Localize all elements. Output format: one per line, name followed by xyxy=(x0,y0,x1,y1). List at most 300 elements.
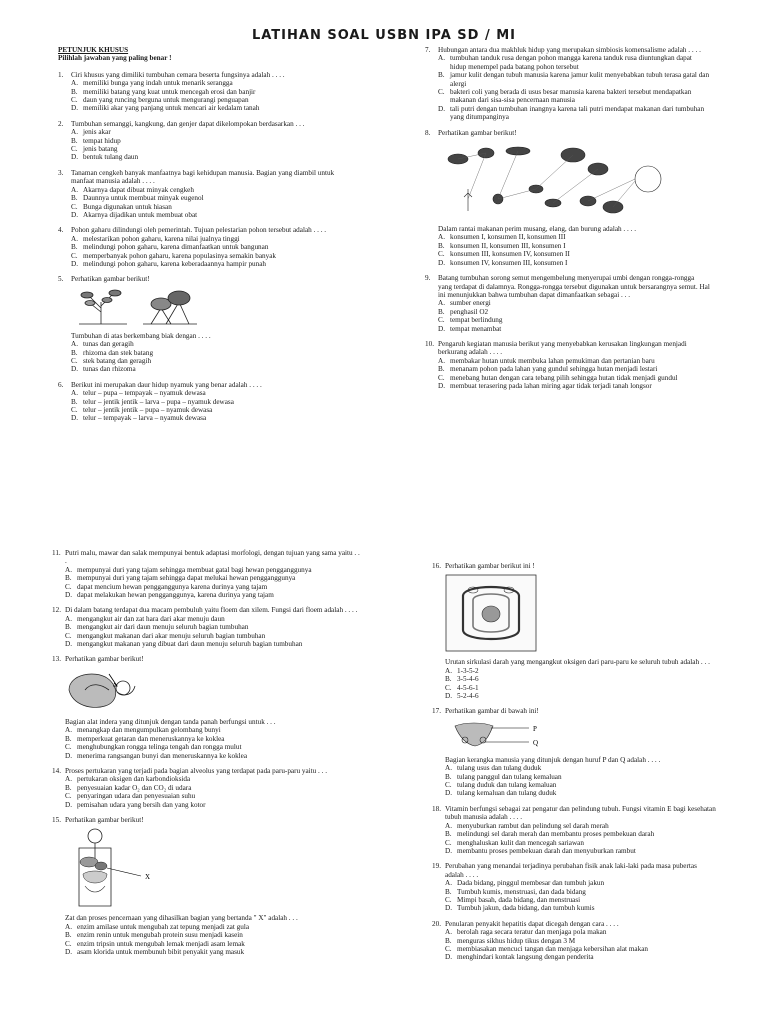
answer-option xyxy=(438,105,710,122)
option-text: sumber energi xyxy=(450,299,491,308)
option-letter: A. xyxy=(438,299,445,308)
answer-option xyxy=(65,583,362,591)
option-text: menangkap dan mengumpulkan gelombang bunyi xyxy=(77,726,221,735)
option-letter: C. xyxy=(438,373,445,382)
question-stem-row xyxy=(58,169,358,186)
option-letter: A. xyxy=(71,234,78,243)
question-stem-row xyxy=(58,275,358,283)
option-letter: D. xyxy=(438,258,445,267)
option-text: penghasil O2 xyxy=(450,307,489,316)
question-number: 20. xyxy=(432,919,441,928)
question-17 xyxy=(432,707,717,797)
question-stem-row xyxy=(52,816,362,824)
option-text: rhizoma dan stek batang xyxy=(83,348,154,357)
answer-option xyxy=(445,879,717,887)
question-number: 8. xyxy=(425,128,431,137)
svg-text:P: P xyxy=(533,724,537,733)
option-text: memperbanyak pohon gaharu, karena populasinya semakin banyak xyxy=(83,251,276,260)
option-letter: A. xyxy=(71,128,78,137)
question-number: 6. xyxy=(58,380,64,389)
option-letter: C. xyxy=(71,96,78,105)
option-text: menguras sikhus hidup tikus dengan 3 M xyxy=(457,936,576,945)
answer-option xyxy=(71,137,358,145)
option-letter: D. xyxy=(438,381,445,390)
question-stem-row xyxy=(432,562,717,570)
option-text: melindungi pohon gaharu, karena keberadaannya hampir punah xyxy=(83,259,267,268)
question-number: 19. xyxy=(432,862,441,871)
option-letter: C. xyxy=(438,250,445,259)
answer-option xyxy=(71,153,358,161)
option-text: konsumen III, konsumen IV, konsumen II xyxy=(450,250,570,259)
option-text: Tumbuh jakun, dada bidang, dan tumbuh kumis xyxy=(457,904,595,913)
question-number: 17. xyxy=(432,707,441,716)
option-letter: B. xyxy=(445,936,452,945)
answer-option xyxy=(445,789,717,797)
instructions-text: Pilihlah jawaban yang paling benar ! xyxy=(58,54,172,63)
answer-option xyxy=(438,374,710,382)
answer-options xyxy=(438,299,710,333)
option-letter: A. xyxy=(65,775,72,784)
option-text: membuat terasering pada lahan miring agar tidak terjadi tanah longsor xyxy=(450,381,652,390)
answer-option xyxy=(65,632,362,640)
option-letter: B. xyxy=(445,675,452,684)
question-prompt: Dalam rantai makanan perim musang, elang, dan burung adalah . . . . xyxy=(438,225,636,234)
question-number: 3. xyxy=(58,168,64,177)
svg-text:X: X xyxy=(145,873,151,882)
option-letter: B. xyxy=(71,397,78,406)
question-stem: Berikut ini merupakan daur hidup nyamuk yang benar adalah . . . . xyxy=(71,380,262,389)
question-stem: Vitamin berfungsi sebagai zat pengatur dan pelindung tubuh. Fungsi vitamin E bagi kesehatan tubuh manusia adalah . . . . xyxy=(445,804,716,822)
option-letter: D. xyxy=(71,365,78,374)
question-prompt: Bagian kerangka manusia yang ditunjuk dengan huruf P dan Q adalah . . . . xyxy=(445,755,661,764)
answer-option xyxy=(438,250,710,258)
option-letter: C. xyxy=(71,251,78,260)
answer-option xyxy=(71,398,358,406)
question-15 xyxy=(52,816,362,956)
question-number: 15. xyxy=(52,815,61,824)
question-number: 9. xyxy=(425,274,431,283)
option-text: tumbuhan tanduk rusa dengan pohon mangga karena tanduk rusa diuntungkan dapat hidup menempel pada batang pohon tersebut xyxy=(450,54,692,71)
answer-option xyxy=(445,675,717,683)
answer-option xyxy=(438,259,710,267)
answer-option xyxy=(71,349,358,357)
option-letter: A. xyxy=(71,185,78,194)
question-11 xyxy=(52,549,362,599)
option-text: membakar hutan untuk membuka lahan pemukiman dan pertanian baru xyxy=(450,356,655,365)
question-stem: Pohon gaharu dilindungi oleh pemerintah. Tujuan pelestarian pohon tersebut adalah . . . . xyxy=(71,226,327,235)
question-number: 4. xyxy=(58,226,64,235)
option-text: Akarnya dijadikan untuk membuat obat xyxy=(83,210,198,219)
answer-option xyxy=(65,591,362,599)
option-letter: B. xyxy=(438,365,445,374)
answer-option xyxy=(71,104,358,112)
option-letter: D. xyxy=(71,414,78,423)
answer-option xyxy=(438,365,710,373)
option-text: tunas dan rhizoma xyxy=(83,365,136,374)
option-letter: C. xyxy=(438,88,445,97)
option-text: tunas dan geragih xyxy=(83,340,134,349)
answer-options xyxy=(65,775,362,809)
option-text: mempunyai duri yang tajam sehingga dapat melukai hewan pengganggunya xyxy=(77,574,296,583)
option-text: tulang kemaluan dan tulang duduk xyxy=(457,789,557,798)
question-stem: Perhatikan gambar berikut! xyxy=(438,128,517,137)
answer-option xyxy=(445,781,717,789)
question-10 xyxy=(425,340,710,390)
question-stem: Perhatikan gambar berikut! xyxy=(71,275,150,284)
answer-option xyxy=(65,801,362,809)
option-text: Dada bidang, pinggul membesar dan tumbuh jakun xyxy=(457,879,605,888)
question-6 xyxy=(58,381,358,423)
option-letter: A. xyxy=(445,879,452,888)
question-stem-row xyxy=(52,606,362,614)
question-12 xyxy=(52,606,362,648)
answer-options xyxy=(65,726,362,760)
option-text: menebang hutan dengan cara tebang pilih sehingga hutan tidak menjadi gundul xyxy=(450,373,678,382)
option-text: 1-3-5-2 xyxy=(457,666,479,675)
option-letter: D. xyxy=(445,692,452,701)
circulation-diagram xyxy=(445,574,717,652)
option-text: bakteri coli yang berada di usus besar manusia karena bakteri tersebut mendapatkan makanan dari sisa-sisa pencernaan manusia xyxy=(450,88,692,105)
question-number: 13. xyxy=(52,655,61,664)
option-letter: C. xyxy=(65,939,72,948)
answer-option xyxy=(445,847,717,855)
option-text: 4-5-6-1 xyxy=(457,683,479,692)
option-letter: B. xyxy=(65,931,72,940)
question-stem-row xyxy=(58,120,358,128)
question-number: 7. xyxy=(425,46,431,54)
answer-option xyxy=(65,923,362,931)
question-stem: Perhatikan gambar di bawah ini! xyxy=(445,707,539,716)
question-number: 18. xyxy=(432,804,441,813)
answer-option xyxy=(445,945,717,953)
question-stem-row xyxy=(432,920,717,928)
answer-option xyxy=(71,96,358,104)
answer-option xyxy=(445,928,717,936)
option-letter: D. xyxy=(65,640,72,649)
answer-options xyxy=(65,566,362,600)
question-number: 5. xyxy=(58,275,64,284)
question-stem-row xyxy=(52,549,362,566)
question-5 xyxy=(58,275,358,373)
option-text: 3-5-4-6 xyxy=(457,675,479,684)
answer-option xyxy=(65,931,362,939)
option-text: tulang usus dan tulang duduk xyxy=(457,764,542,773)
question-19 xyxy=(432,862,717,912)
answer-option xyxy=(445,684,717,692)
option-letter: B. xyxy=(71,243,78,252)
question-number: 11. xyxy=(52,549,61,557)
question-18 xyxy=(432,805,717,855)
option-text: tempat berlindung xyxy=(450,316,503,325)
option-letter: B. xyxy=(438,241,445,250)
answer-option xyxy=(65,735,362,743)
option-letter: D. xyxy=(65,591,72,600)
option-letter: B. xyxy=(438,71,445,80)
answer-options xyxy=(71,186,358,220)
option-letter: A. xyxy=(65,565,72,574)
column-top-left xyxy=(58,46,358,430)
answer-option xyxy=(445,896,717,904)
answer-option xyxy=(71,203,358,211)
question-stem: Perhatikan gambar berikut! xyxy=(65,815,144,824)
option-text: asam klorida untuk membunuh bibit penyakit yang masuk xyxy=(77,947,245,956)
option-text: jenis akar xyxy=(83,128,111,137)
question-prompt: Bagian alat indera yang ditunjuk dengan tanda panah berfungsi untuk . . . xyxy=(65,717,276,726)
option-text: Daunnya untuk membuat minyak eugenol xyxy=(83,194,204,203)
question-13 xyxy=(52,655,362,759)
ear-diagram xyxy=(65,668,362,712)
question-stem: Perubahan yang menandai terjadinya perubahan fisik anak laki-laki pada masa pubertas adalah . . . . xyxy=(445,862,697,879)
answer-option xyxy=(445,830,717,838)
option-text: penyaringan udara dan penyesuaian suhu xyxy=(77,792,196,801)
option-text: melindungi sel darah merah dan membantu proses pembekuan darah xyxy=(457,830,655,839)
question-stem: Hubungan antara dua makhluk hidup yang merupakan simbiosis komensalisme adalah . . . . xyxy=(438,46,701,54)
option-text: daun yang runcing berguna untuk mengurangi penguapan xyxy=(83,96,249,105)
option-letter: B. xyxy=(445,772,452,781)
question-stem-row xyxy=(52,655,362,663)
question-stem: Tumbuhan semanggi, kangkung, dan genjer dapat dikelompokan berdasarkan . . . xyxy=(71,119,305,128)
answer-option xyxy=(445,667,717,675)
option-letter: C. xyxy=(445,944,452,953)
option-text: tali putri dengan tumbuhan inangnya karena tali putri mendapat makanan dari tumbuhan yang ditumpanginya xyxy=(450,104,705,122)
answer-option xyxy=(438,54,710,71)
answer-option xyxy=(71,406,358,414)
answer-option xyxy=(438,71,710,88)
column-top-right xyxy=(425,46,710,397)
option-text: menerima rangsangan bunyi dan meneruskannya ke koklea xyxy=(77,751,248,760)
option-text: membantu proses pembekuan darah dan menyuburkan rambut xyxy=(457,846,636,855)
option-letter: A. xyxy=(65,614,72,623)
answer-option xyxy=(65,615,362,623)
answer-option xyxy=(71,340,358,348)
option-text: mengangkut air dari daun menuju seluruh bagian tumbuhan xyxy=(77,623,249,632)
question-stem: Batang tumbuhan sorong semut mengembelung menyerupai umbi dengan rongga-rongga yang terdapat di dalamnya. Rongga-rongga tersebut digunakan untuk bersarangnya semut. Hal ini menunjukkan bahwa tumbuhan dapat dimanfaatkan sebagai . . . xyxy=(438,274,710,299)
option-text: menghaluskan kulit dan mencegah sariawan xyxy=(457,838,584,847)
option-text: telur – jentik jentik – pupa – nyamuk dewasa xyxy=(83,406,213,414)
option-letter: B. xyxy=(65,783,72,792)
option-text: menanam pohon pada lahan yang gundul sehingga hutan menjadi lestari xyxy=(450,365,658,374)
question-stem: Di dalam batang terdapat dua macam pembuluh yaitu floem dan xilem. Fungsi dari floem adalah . . . . xyxy=(65,606,358,615)
page-title: LATIHAN SOAL USBN IPA SD / MI xyxy=(251,28,517,43)
question-number: 12. xyxy=(52,606,61,615)
answer-option xyxy=(438,316,710,324)
answer-option xyxy=(65,640,362,648)
option-letter: C. xyxy=(65,582,72,591)
answer-option xyxy=(71,211,358,219)
question-stem-row xyxy=(52,767,362,775)
option-letter: B. xyxy=(65,623,72,632)
option-letter: C. xyxy=(445,895,452,904)
option-text: telur – tempayak – larva – nyamuk dewasa xyxy=(83,414,207,423)
option-letter: A. xyxy=(445,928,452,937)
answer-option xyxy=(71,243,358,251)
answer-option xyxy=(438,357,710,365)
answer-option xyxy=(71,252,358,260)
answer-option xyxy=(445,904,717,912)
answer-option xyxy=(65,743,362,751)
option-text: 5-2-4-6 xyxy=(457,692,479,701)
option-text: enzim amilase untuk mengubah zat tepung menjadi zat gula xyxy=(77,922,250,931)
option-text: dapat mencium hewan pengganggunya karena durinya yang tajam xyxy=(77,582,268,591)
option-letter: A. xyxy=(65,922,72,931)
option-letter: C. xyxy=(65,631,72,640)
answer-option xyxy=(445,953,717,961)
answer-option xyxy=(445,822,717,830)
question-prompt: Tumbuhan di atas berkembang biak dengan . . . . xyxy=(71,331,211,340)
option-letter: D. xyxy=(445,789,452,798)
answer-option xyxy=(445,764,717,772)
question-stem-row xyxy=(58,226,358,234)
option-text: menghindari kontak langsung dengan penderita xyxy=(457,953,594,962)
answer-option xyxy=(65,948,362,956)
question-4 xyxy=(58,226,358,268)
answer-options xyxy=(445,879,717,913)
option-letter: C. xyxy=(65,792,72,801)
option-letter: C. xyxy=(71,145,78,154)
question-stem: Ciri khusus yang dimiliki tumbuhan cemara beserta fungsinya adalah . . . . xyxy=(71,70,285,79)
option-text: Akarnya dapat dibuat minyak cengkeh xyxy=(83,185,194,194)
question-stem: Penularan penyakit hepatitis dapat dicegah dengan cara . . . . xyxy=(445,919,619,928)
option-text: menghubungkan rongga telinga tengah dan rongga mulut xyxy=(77,743,242,752)
answer-options xyxy=(445,928,717,962)
option-text: stek batang dan geragih xyxy=(83,356,152,365)
option-letter: D. xyxy=(445,846,452,855)
question-7 xyxy=(425,46,710,122)
svg-text:Q: Q xyxy=(533,738,539,747)
option-letter: B. xyxy=(71,87,78,96)
option-text: melindungi pohon gaharu, karena dimanfaatkan untuk bangunan xyxy=(83,243,269,252)
option-text: memiliki akar yang panjang untuk mencari air kedalam tanah xyxy=(83,104,260,113)
option-letter: A. xyxy=(438,356,445,365)
option-letter: D. xyxy=(65,800,72,809)
option-letter: D. xyxy=(71,210,78,219)
question-2 xyxy=(58,120,358,162)
option-text: Mimpi basah, dada bidang, dan menstruasi xyxy=(457,895,581,904)
option-letter: B. xyxy=(65,574,72,583)
option-text: tempat menambat xyxy=(450,324,502,333)
option-text: konsumen II, konsumen III, konsumen I xyxy=(450,241,566,250)
question-stem: Pengaruh kegiatan manusia berikut yang menyebabkan kerusakan lingkungan menjadi berkurang adalah . . . . xyxy=(438,339,687,357)
option-text: mengangkut air dan zat hara dari akar menuju daun xyxy=(77,614,225,623)
answer-option xyxy=(438,233,710,241)
question-8 xyxy=(425,129,710,267)
digestive-system-diagram xyxy=(65,828,362,908)
option-text: pemisahan udara yang bersih dan yang kotor xyxy=(77,800,206,809)
food-web-illustration xyxy=(438,141,710,219)
answer-option xyxy=(65,566,362,574)
instructions-heading: PETUNJUK KHUSUS xyxy=(58,46,129,54)
option-text: Bunga digunakan untuk hiasan xyxy=(83,202,172,211)
question-prompt: Urutan sirkulasi darah yang mengangkut oksigen dari paru-paru ke seluruh tubuh adalah . . . xyxy=(445,658,710,667)
option-text: jenis batang xyxy=(83,145,118,154)
option-letter: D. xyxy=(445,953,452,962)
option-letter: B. xyxy=(438,307,445,316)
option-letter: A. xyxy=(71,340,78,349)
option-text: enzim renin untuk mengubah protein susu menjadi kasein xyxy=(77,931,243,940)
question-number: 14. xyxy=(52,766,61,775)
option-text: dapat melakukan hewan pengganggunya, karena durinya yang tajam xyxy=(77,591,274,600)
answer-option xyxy=(65,792,362,800)
question-stem: Proses pertukaran yang terjadi pada bagian alveolus yang terdapat pada paru-paru yaitu . . . xyxy=(65,766,328,775)
question-stem-row xyxy=(425,274,710,299)
answer-options xyxy=(71,389,358,423)
option-text: memperkuat getaran dan meneruskannya ke koklea xyxy=(77,734,225,743)
option-letter: A. xyxy=(445,764,452,773)
option-letter: C. xyxy=(438,316,445,325)
answer-option xyxy=(445,888,717,896)
option-text: memiliki batang yang kuat untuk mencegah erosi dan banjir xyxy=(83,87,256,96)
answer-option xyxy=(438,299,710,307)
option-text: telur – pupa – tempayak – nyamuk dewasa xyxy=(83,389,206,398)
option-text: konsumen IV, konsumen III, konsumen I xyxy=(450,258,568,267)
option-text: mengangkut makanan dari akar menuju seluruh bagian tumbuhan xyxy=(77,631,266,640)
answer-options xyxy=(71,128,358,162)
option-letter: B. xyxy=(71,348,78,357)
answer-option xyxy=(71,414,358,422)
question-stem: Perhatikan gambar berikut ini ! xyxy=(445,562,535,570)
option-text: memiliki bunga yang indah untuk menarik serangga xyxy=(83,79,233,88)
question-stem: Tanaman cengkeh banyak manfaatnya bagi kehidupan manusia. Bagian yang diambil untuk manfaat manusia adalah . . . . xyxy=(71,168,335,186)
answer-option xyxy=(71,145,358,153)
answer-option xyxy=(71,186,358,194)
question-stem-row xyxy=(425,340,710,357)
option-text: menyuburkan rambut dan pelindung sel darah merah xyxy=(457,821,609,830)
question-number: 10. xyxy=(425,339,434,348)
answer-options xyxy=(438,233,710,267)
option-text: mengangkut makanan yang dibuat dari daun menuju seluruh bagian tumbuhan xyxy=(77,640,303,649)
option-text: pertukaran oksigen dan karbondioksida xyxy=(77,775,191,784)
question-stem-row xyxy=(58,71,358,79)
column-bottom-right xyxy=(432,562,717,969)
answer-option xyxy=(71,194,358,202)
question-stem: Putri malu, mawar dan salak mempunyai bentuk adaptasi morfologi, dengan tujuan yang sama yaitu . . . xyxy=(65,549,360,566)
option-letter: A. xyxy=(65,726,72,735)
question-stem-row xyxy=(432,805,717,822)
question-1 xyxy=(58,71,358,113)
answer-options xyxy=(65,923,362,957)
answer-option xyxy=(65,623,362,631)
option-text: Tumbuh kumis, menstruasi, dan dada bidang xyxy=(457,887,586,896)
question-stem-row xyxy=(58,381,358,389)
option-letter: B. xyxy=(65,734,72,743)
answer-option xyxy=(438,325,710,333)
option-text: tulang duduk dan tulang kemaluan xyxy=(457,781,557,790)
question-stem-row xyxy=(432,862,717,879)
answer-options xyxy=(438,54,710,121)
option-text: tempat hidup xyxy=(83,136,121,145)
option-letter: C. xyxy=(445,838,452,847)
answer-option xyxy=(445,839,717,847)
question-stem-row xyxy=(432,707,717,715)
answer-option xyxy=(445,773,717,781)
option-letter: A. xyxy=(438,54,445,63)
option-text: berolah raga secara teratur dan menjaga pola makan xyxy=(457,928,607,937)
column-bottom-left xyxy=(52,549,362,963)
answer-option xyxy=(65,775,362,783)
option-text: melestarikan pohon gaharu, karena nilai jualnya tinggi xyxy=(83,234,240,243)
question-number: 1. xyxy=(58,70,64,79)
answer-option xyxy=(445,692,717,700)
option-letter: C. xyxy=(71,356,78,365)
option-letter: A. xyxy=(438,233,445,242)
question-stem-row xyxy=(425,46,710,54)
option-text: tulang panggul dan tulang kemaluan xyxy=(457,772,562,781)
option-text: enzim tripsin untuk mengubah lemak menjadi asam lemak xyxy=(77,939,245,948)
question-16 xyxy=(432,562,717,700)
option-letter: D. xyxy=(65,947,72,956)
answer-option xyxy=(71,79,358,87)
question-number: 16. xyxy=(432,562,441,570)
